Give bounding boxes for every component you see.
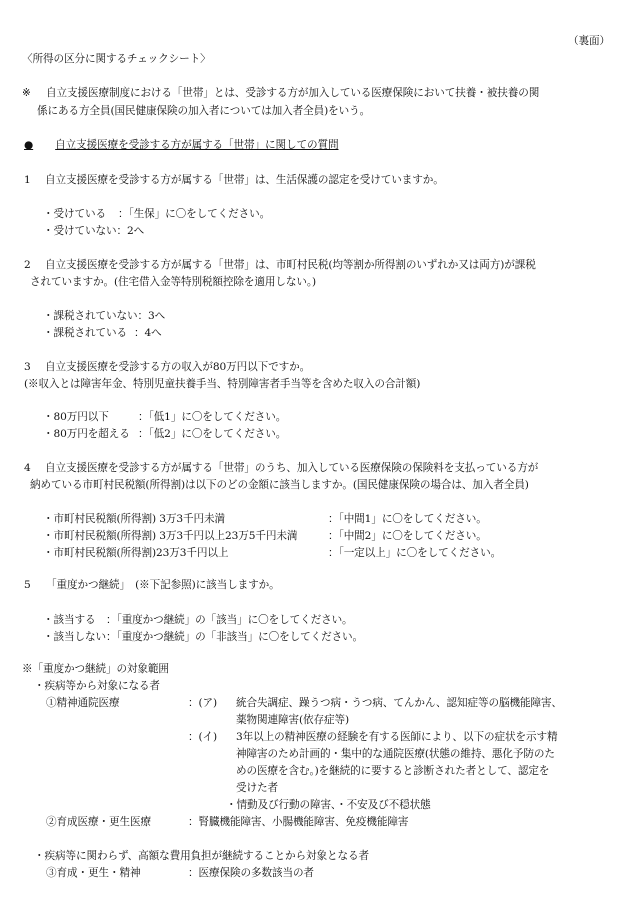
q4-option-1-label: ・市町村民税額(所得割) 3万3千円未満 bbox=[43, 513, 226, 525]
q4-line-2: 納めている市町村民税額(所得割)は以下のどの金額に該当しますか。(国民健康保険の場合は、加入者全員) bbox=[30, 479, 529, 491]
q4-option-3-label: ・市町村民税額(所得割)23万3千円以上 bbox=[43, 547, 229, 559]
q4-option-3-sep: ： bbox=[328, 547, 339, 559]
q3-number: 3 bbox=[24, 361, 31, 373]
section-heading-text: 自立支援医療を受診する方が属する「世帯」に関しての質問 bbox=[55, 139, 339, 151]
q1-option-1 bbox=[43, 205, 270, 223]
definition-line-2: 係にある方全員(国民健康保険の加入者については加入者全員)をいう。 bbox=[37, 105, 371, 117]
scope-sub-1: ・疾病等から対象になる者 bbox=[34, 680, 160, 692]
q2-option-1-label: ・課税されていない bbox=[43, 310, 138, 322]
q3-option-2-label: ・80万円を超える bbox=[43, 428, 130, 440]
q5-option-2-action: 「重度かつ継続」の「非該当」に〇をしてください。 bbox=[116, 631, 364, 643]
q1-option-2-action: 2へ bbox=[126, 225, 145, 237]
q5-option-1-label: ・該当する bbox=[43, 614, 96, 626]
q3-option-1 bbox=[43, 408, 286, 426]
all-row bbox=[188, 864, 314, 882]
q5-option-1 bbox=[43, 611, 353, 629]
q3-option-1-action: 「低1」に〇をしてください。 bbox=[148, 411, 287, 423]
q2-option-2-action: 4へ bbox=[144, 327, 162, 339]
q2-option-1 bbox=[43, 307, 165, 325]
mental-i-line-3: めの医療を含む。)を継続的に要すると診断された者として、認定を bbox=[236, 765, 550, 777]
q5-option-2 bbox=[43, 628, 363, 646]
q2-line-1: 自立支援医療を受診する方が属する「世帯」は、市町村民税(均等割か所得割のいずれか又は両方)が課税 bbox=[45, 259, 536, 271]
definition-line-1: 自立支援医療制度における「世帯」とは、受診する方が加入している医療保険において扶養・被扶養の関 bbox=[46, 87, 540, 99]
scope-sub-2: ・疾病等に関わらず、高額な費用負担が継続することから対象となる者 bbox=[34, 850, 369, 862]
q2-option-2-sep: ： bbox=[134, 327, 145, 339]
q4-option-2 bbox=[43, 527, 487, 545]
q1-text: 自立支援医療を受診する方が属する「世帯」は、生活保護の認定を受けていますか。 bbox=[45, 174, 444, 186]
ikusei-sep: ： bbox=[188, 816, 199, 828]
q2-line-2: されていますか。(住宅借入金等特別税額控除を適用しない。) bbox=[30, 276, 317, 288]
q1-option-2-label: ・受けていない bbox=[43, 225, 117, 237]
section-heading bbox=[24, 136, 339, 154]
mental-a-line-2: 薬物関連障害(依存症等) bbox=[236, 714, 350, 726]
q1-option-2-sep: ： bbox=[116, 225, 127, 237]
sheet-title: 〈所得の区分に関するチェックシート〉 bbox=[22, 53, 211, 65]
q4-option-2-action: 「中間2」に〇をしてください。 bbox=[338, 530, 487, 542]
section-bullet: ● bbox=[24, 139, 34, 151]
q2-option-2-label: ・課税されている bbox=[43, 327, 127, 339]
all-text: 医療保険の多数該当の者 bbox=[198, 867, 314, 879]
q3-line-2: (※収入とは障害年金、特別児童扶養手当、特別障害者手当等を含めた収入の合計額) bbox=[24, 378, 421, 390]
q1-option-1-action: 「生保」に〇をしてください。 bbox=[128, 208, 271, 220]
mental-i-tag: ：(イ) bbox=[188, 731, 218, 743]
q3-option-2-action: 「低2」に〇をしてください。 bbox=[148, 428, 287, 440]
scope-title: ※「重度かつ継続」の対象範囲 bbox=[22, 663, 169, 675]
ikusei-text: 腎臓機能障害、小腸機能障害、免疫機能障害 bbox=[198, 816, 409, 828]
q2-number: 2 bbox=[24, 259, 31, 271]
q3-option-1-label: ・80万円以下 bbox=[43, 411, 109, 423]
q5-option-2-label: ・該当しない bbox=[43, 631, 106, 643]
mental-i-line-1: 3年以上の精神医療の経験を有する医師により、以下の症状を示す精 bbox=[236, 731, 558, 743]
mental-a-line-1: 統合失調症、躁うつ病・うつ病、てんかん、認知症等の脳機能障害、 bbox=[236, 697, 562, 709]
mental-i-line-2: 神障害のため計画的・集中的な通院医療(状態の維持、悪化予防のた bbox=[236, 748, 555, 760]
q4-line-1: 自立支援医療を受診する方が属する「世帯」のうち、加入している医療保険の保険料を支払っている方が bbox=[45, 462, 539, 474]
q5-option-1-action: 「重度かつ継続」の「該当」に〇をしてください。 bbox=[116, 614, 353, 626]
q4-option-1-action: 「中間1」に〇をしてください。 bbox=[338, 513, 487, 525]
q1-option-2 bbox=[43, 222, 144, 240]
q4-option-3 bbox=[43, 544, 501, 562]
mental-i-line-4: 受けた者 bbox=[236, 782, 278, 794]
all-label: ③育成・更生・精神 bbox=[46, 867, 141, 879]
all-sep: ： bbox=[188, 867, 199, 879]
q4-option-1-sep: ： bbox=[328, 513, 339, 525]
q4-number: 4 bbox=[24, 462, 31, 474]
q2-option-1-action: 3へ bbox=[147, 310, 166, 322]
mental-symptoms: ・情動及び行動の障害、・不安及び不穏状態 bbox=[226, 799, 431, 811]
q1-option-1-sep: ： bbox=[118, 208, 129, 220]
ikusei-row bbox=[188, 813, 408, 831]
q1-number: 1 bbox=[24, 174, 31, 186]
q4-option-2-label: ・市町村民税額(所得割) 3万3千円以上23万5千円未満 bbox=[43, 530, 298, 542]
q5-text: 「重度かつ継続」 (※下記参照)に該当しますか。 bbox=[46, 579, 280, 591]
mental-label: ①精神通院医療 bbox=[46, 697, 120, 709]
q5-option-1-sep: ： bbox=[106, 614, 117, 626]
q4-option-1 bbox=[43, 510, 487, 528]
q4-option-2-sep: ： bbox=[328, 530, 339, 542]
q2-option-1-sep: ： bbox=[137, 310, 148, 322]
q3-option-1-sep: ： bbox=[138, 411, 149, 423]
ikusei-label: ②育成医療・更生医療 bbox=[46, 816, 151, 828]
q5-option-2-sep: ： bbox=[106, 631, 117, 643]
definition-mark: ※ bbox=[22, 87, 31, 99]
q4-option-3-action: 「一定以上」に〇をしてください。 bbox=[338, 547, 502, 559]
q3-option-2-sep: ： bbox=[138, 428, 149, 440]
q2-option-2 bbox=[43, 324, 162, 342]
q1-option-1-label: ・受けている bbox=[43, 208, 106, 220]
q5-number: 5 bbox=[24, 579, 31, 591]
q3-line-1: 自立支援医療を受診する方の収入が80万円以下ですか。 bbox=[45, 361, 311, 373]
page-side-label: （裏面） bbox=[568, 35, 610, 47]
q3-option-2 bbox=[43, 425, 286, 443]
mental-a-tag: ：(ア) bbox=[188, 697, 218, 709]
